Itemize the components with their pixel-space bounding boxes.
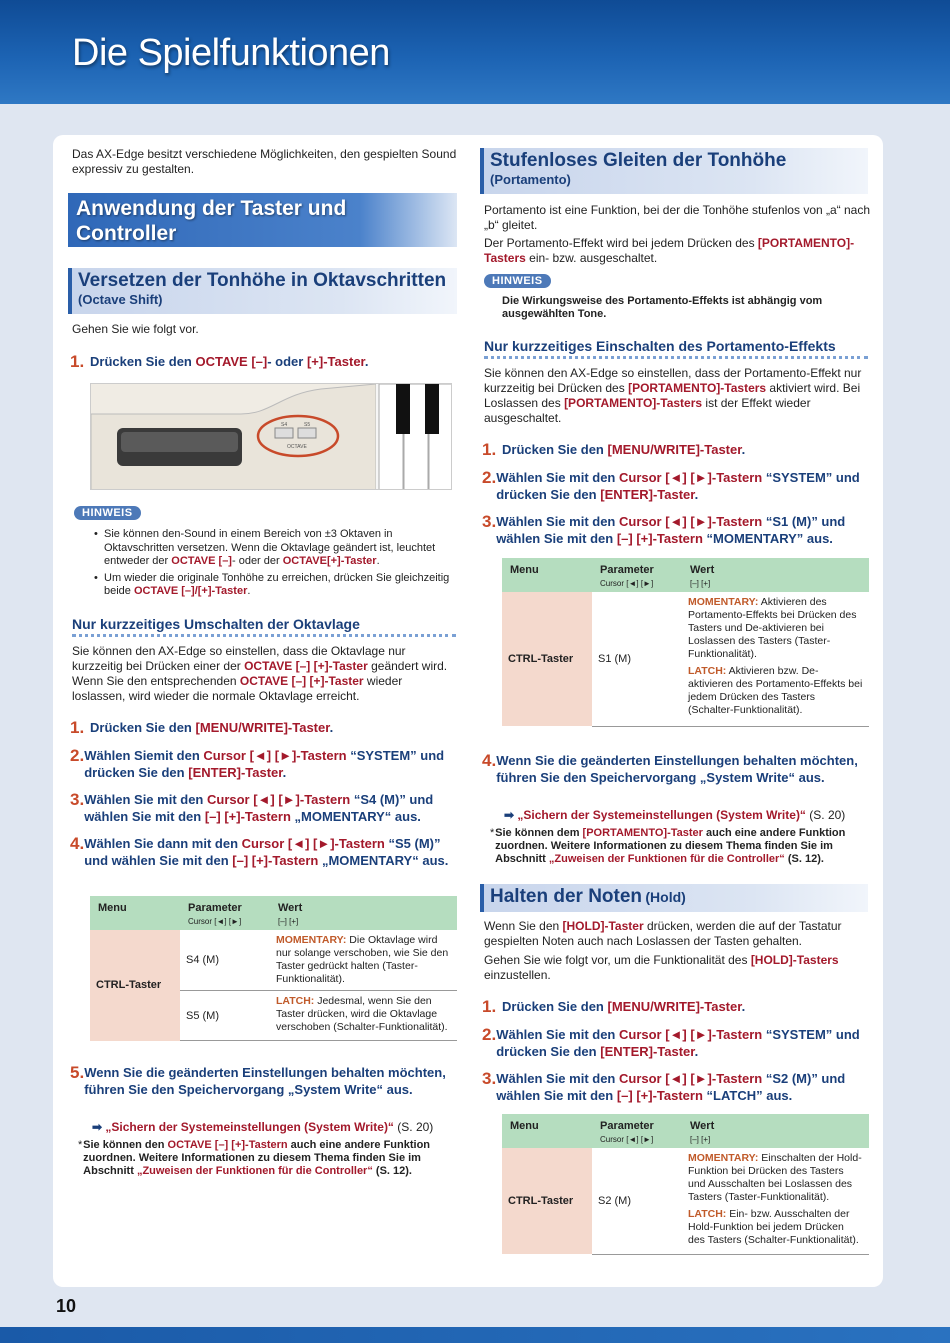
col-menu: Menu — [502, 558, 592, 592]
step-text: Drücken Sie den OCTAVE [–]- oder [+]-Taster. — [90, 354, 369, 369]
portamento-title: Stufenloses Gleiten der Tonhöhe — [490, 150, 787, 171]
portamento-heading — [480, 148, 868, 194]
col-param: Parameter Cursor [◄] [►] — [592, 558, 682, 592]
momentary-portamento-heading: Nur kurzzeitiges Einschalten des Portamento-Effekts — [484, 338, 868, 359]
footnote: * Sie können dem [PORTAMENTO]-Taster auch eine andere Funktion zuordnen. Weitere Informationen zu diesem Thema finden Sie im Abschnitt „Zuweisen der Funktionen für die Controller“ (S. 12). — [490, 827, 846, 865]
octave-shift-title: Versetzen der Tonhöhe in Oktavschritten — [78, 270, 447, 291]
wert-cell: MOMENTARY: Die Oktavlage wird nur solange verschoben, wie Sie den Taster gedrückt halten (Taster-Funktionalität). — [270, 930, 457, 991]
hold-p1: Wenn Sie den [HOLD]-Taster drücken, werden die auf der Tastatur gespielten Noten auch nach Loslassen der Tasten gehalten. — [484, 919, 842, 948]
param-cell: S5 (M) — [180, 991, 270, 1041]
col-menu: Menu — [90, 896, 180, 930]
portamento-p2: Der Portamento-Effekt wird bei jedem Drücken des [PORTAMENTO]-Tasters ein- bzw. ausgeschaltet. — [484, 236, 855, 265]
momentary-octave-heading: Nur kurzzeitiges Umschalten der Oktavlage — [72, 616, 456, 637]
octave-label: OCTAVE — [287, 444, 307, 450]
momentary-step-4: 4. Wählen Sie dann mit den Cursor [◄] [►]-Tastern “S5 (M)” und wählen Sie mit den [–] [+]-Tastern „MOMENTARY“ aus. — [70, 834, 449, 868]
table-row — [502, 592, 869, 726]
portamento-param-table — [502, 558, 869, 727]
octave-shift-subtitle: (Octave Shift) — [78, 292, 163, 307]
col-wert: Wert [–] [+] — [682, 1114, 869, 1148]
intro-text: Das AX-Edge besitzt verschiedene Möglichkeiten, den gespielten Sound expressiv zu gestalten. — [72, 147, 457, 176]
step-number: 1. — [70, 352, 85, 371]
octave-buttons-image — [90, 383, 452, 490]
system-write-link[interactable]: ➡ „Sichern der Systemeinstellungen (System Write)“ (S. 20) — [504, 808, 846, 822]
col-wert: Wert [–] [+] — [270, 896, 457, 930]
keyboard-illustration — [91, 384, 452, 490]
hold-subtitle: (Hold) — [645, 889, 686, 905]
hinweis-badge: HINWEIS — [484, 274, 551, 288]
hold-step-2: 2. Wählen Sie mit den Cursor [◄] [►]-Tastern “SYSTEM” und drücken Sie den [ENTER]-Taster. — [482, 1025, 860, 1059]
system-write-link[interactable]: ➡ „Sichern der Systemeinstellungen (System Write)“ (S. 20) — [92, 1120, 434, 1134]
momentary-octave-para: Sie können den AX-Edge so einstellen, dass die Oktavlage nur kurzzeitig bei Drücken einer der OCTAVE [–] [+]-Taster geändert wird. Wenn Sie den entsprechenden OCTAVE [–] [+]-Taster wieder loslassen, wird wieder die normale Oktavlage erreicht. — [72, 644, 448, 703]
octave-shift-heading — [68, 268, 457, 314]
param-cell: S2 (M) — [592, 1148, 682, 1254]
table-row — [90, 930, 457, 991]
portamento-note: Die Wirkungsweise des Portamento-Effekts ist abhängig vom ausgewählten Tone. — [502, 295, 823, 320]
momentary-step-1: 1. Drücken Sie den [MENU/WRITE]-Taster. — [70, 718, 334, 737]
hold-param-table — [502, 1114, 869, 1255]
menu-cell: CTRL-Taster — [502, 592, 592, 726]
momentary-step-2: 2. Wählen Siemit den Cursor [◄] [►]-Tastern “SYSTEM” und drücken Sie den [ENTER]-Taster. — [70, 746, 445, 780]
portamento-step-1: 1. Drücken Sie den [MENU/WRITE]-Taster. — [482, 440, 746, 459]
portamento-p1: Portamento ist eine Funktion, bei der die Tonhöhe stufenlos von „a“ nach „b“ gleitet. — [484, 203, 871, 232]
momentary-step-3: 3. Wählen Sie mit den Cursor [◄] [►]-Tastern “S4 (M)” und wählen Sie mit den [–] [+]-Tastern „MOMENTARY“ aus. — [70, 790, 434, 824]
menu-cell: CTRL-Taster — [90, 930, 180, 1041]
portamento-step-4: 4. Wenn Sie die geänderten Einstellungen behalten möchten, führen Sie den Speichervorgang „System Write“ aus. — [482, 751, 858, 785]
section-title-text: Anwendung der Taster und Controller — [76, 197, 347, 245]
s4-label: S4 — [281, 422, 288, 428]
page-title: Die Spielfunktionen — [72, 32, 390, 74]
octave-step-1 — [70, 353, 456, 370]
octave-notes — [90, 528, 456, 602]
note-item: • Sie können den-Sound in einem Bereich von ±3 Oktaven in Oktavschritten versetzen. Wenn die Oktavlage geändert ist, leuchtet entweder der OCTAVE [–]- oder der OCTAVE[+]-Taster. — [90, 528, 456, 569]
col-menu: Menu — [502, 1114, 592, 1148]
momentary-step-5: 5. Wenn Sie die geänderten Einstellungen behalten möchten, führen Sie den Speichervorgang „System Write“ aus. — [70, 1063, 446, 1097]
footnote: * Sie können den OCTAVE [–] [+]-Tastern auch eine andere Funktion zuordnen. Weitere Informationen zu diesem Thema finden Sie im Abschnitt „Zuweisen der Funktionen für die Controller“ (S. 12). — [78, 1139, 431, 1177]
footer-bar — [0, 1327, 950, 1343]
portamento-step-2: 2. Wählen Sie mit den Cursor [◄] [►]-Tastern “SYSTEM” und drücken Sie den [ENTER]-Taster. — [482, 468, 860, 502]
col-wert: Wert [–] [+] — [682, 558, 869, 592]
col-param: Parameter Cursor [◄] [►] — [180, 896, 270, 930]
hold-p2: Gehen Sie wie folgt vor, um die Funktionalität des [HOLD]-Tasters einzustellen. — [484, 953, 839, 982]
page-header — [0, 0, 950, 104]
page-number: 10 — [56, 1296, 77, 1316]
octave-param-table — [90, 896, 457, 1041]
table-row — [502, 1148, 869, 1254]
col-param: Parameter Cursor [◄] [►] — [592, 1114, 682, 1148]
s5-label: S5 — [304, 422, 311, 428]
hold-step-1: 1. Drücken Sie den [MENU/WRITE]-Taster. — [482, 997, 746, 1016]
portamento-subtitle: (Portamento) — [490, 172, 571, 187]
wert-cell: MOMENTARY: Aktivieren des Portamento-Effekts bei Drücken des Tasters und De-aktivieren bei Loslassen des Tasters (Taster-Funktionalität). LATCH: Aktivieren bzw. De-aktivieren des Portamento-Effekts bei jedem Drücken des Tasters (Schalter-Funktionalität). — [682, 592, 869, 726]
hold-heading — [480, 884, 868, 912]
hold-step-3: 3. Wählen Sie mit den Cursor [◄] [►]-Tastern “S2 (M)” und wählen Sie mit den [–] [+]-Tastern “LATCH” aus. — [482, 1069, 846, 1103]
hinweis-badge: HINWEIS — [74, 506, 141, 520]
octave-intro: Gehen Sie wie folgt vor. — [72, 322, 199, 336]
note-item: • Um wieder die originale Tonhöhe zu erreichen, drücken Sie gleichzeitig beide OCTAVE [–]/[+]-Taster. — [90, 572, 456, 599]
menu-cell: CTRL-Taster — [502, 1148, 592, 1254]
param-cell: S1 (M) — [592, 592, 682, 726]
hold-title: Halten der Noten — [490, 886, 643, 907]
wert-cell: MOMENTARY: Einschalten der Hold-Funktion bei Drücken des Tasters und Ausschalten bei Loslassen des Tasters (Taster-Funktionalität). LATCH: Ein- bzw. Ausschalten der Hold-Funktion bei jedem Drücken des Tasters (Schalter-Funktionalität). — [682, 1148, 869, 1254]
param-cell: S4 (M) — [180, 930, 270, 991]
wert-cell: LATCH: Jedesmal, wenn Sie den Taster drücken, wird die Oktavlage verschoben (Schalter-Funktionalität). — [270, 991, 457, 1041]
momentary-portamento-para: Sie können den AX-Edge so einstellen, dass der Portamento-Effekt nur kurzzeitig bei Drücken des [PORTAMENTO]-Tasters aktiviert wird. Bei Loslassen des [PORTAMENTO]-Tasters ist der Effekt wieder ausgeschaltet. — [484, 366, 862, 425]
portamento-step-3: 3. Wählen Sie mit den Cursor [◄] [►]-Tastern “S1 (M)” und wählen Sie mit den [–] [+]-Tastern “MOMENTARY” aus. — [482, 512, 846, 546]
section-title — [68, 193, 457, 247]
